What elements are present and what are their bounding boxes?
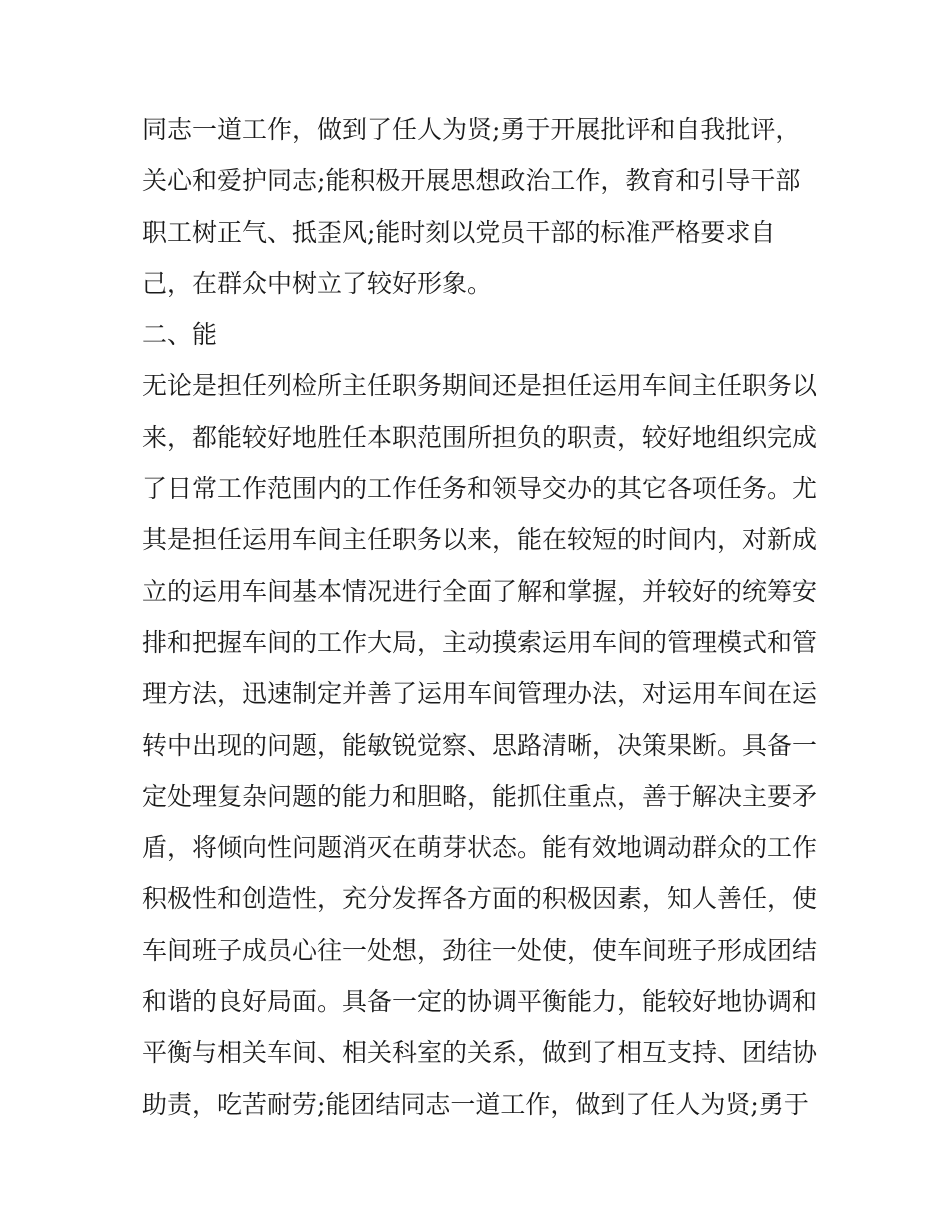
text-line: 排和把握车间的工作大局，主动摸索运用车间的管理模式和管 bbox=[142, 627, 818, 657]
text-line: 来，都能较好地胜任本职范围所担负的职责，较好地组织完成 bbox=[142, 422, 818, 452]
text-line: 己，在群众中树立了较好形象。 bbox=[142, 268, 493, 298]
text-line: 助责，吃苦耐劳;能团结同志一道工作，做到了任人为贤;勇于 bbox=[142, 1089, 809, 1119]
body-text bbox=[142, 104, 822, 1130]
text-line: 转中出现的问题，能敏锐觉察、思路清晰，决策果断。具备一 bbox=[142, 730, 818, 760]
text-line: 平衡与相关车间、相关科室的关系，做到了相互支持、团结协 bbox=[142, 1038, 818, 1068]
text-line: 车间班子成员心往一处想，劲往一处使，使车间班子形成团结 bbox=[142, 935, 818, 965]
text-line: 了日常工作范围内的工作任务和领导交办的其它各项任务。尤 bbox=[142, 474, 818, 504]
text-line: 同志一道工作，做到了任人为贤;勇于开展批评和自我批评， bbox=[142, 115, 801, 144]
text-line: 理方法，迅速制定并善了运用车间管理办法，对运用车间在运 bbox=[142, 679, 818, 709]
text-line: 职工树正气、抵歪风;能时刻以党员干部的标准严格要求自 bbox=[142, 217, 776, 247]
text-line: 积极性和创造性，充分发挥各方面的积极因素，知人善任，使 bbox=[142, 884, 818, 914]
text-line: 无论是担任列检所主任职务期间还是担任运用车间主任职务以 bbox=[142, 371, 818, 401]
text-line: 其是担任运用车间主任职务以来，能在较短的时间内，对新成 bbox=[142, 525, 818, 555]
text-line: 盾，将倾向性问题消灭在萌芽状态。能有效地调动群众的工作 bbox=[142, 833, 818, 863]
text-line: 关心和爱护同志;能积极开展思想政治工作，教育和引导干部 bbox=[142, 166, 801, 196]
section-heading: 二、能 bbox=[142, 320, 218, 350]
text-line: 立的运用车间基本情况进行全面了解和掌握，并较好的统筹安 bbox=[142, 576, 818, 606]
text-line: 和谐的良好局面。具备一定的协调平衡能力，能较好地协调和 bbox=[142, 987, 818, 1017]
text-line: 定处理复杂问题的能力和胆略，能抓住重点，善于解决主要矛 bbox=[142, 781, 818, 811]
